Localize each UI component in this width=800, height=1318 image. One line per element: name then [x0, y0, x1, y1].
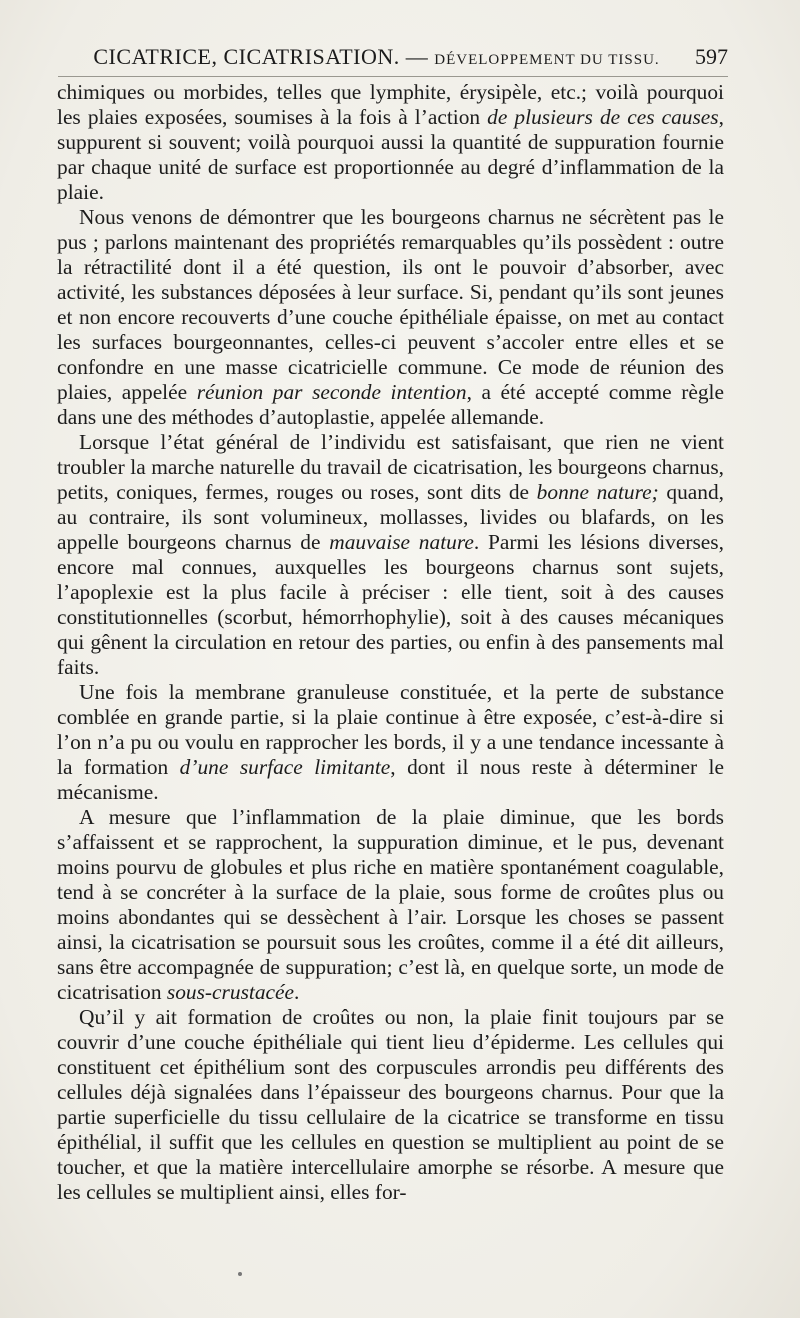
paragraph [57, 430, 724, 680]
running-title-sub: DÉVELOPPEMENT DU TISSU. [434, 52, 660, 68]
paragraph [57, 80, 724, 205]
running-title-separator: — [399, 44, 435, 69]
paragraph [57, 805, 724, 1005]
italic-text: d’une surface limitante [179, 755, 391, 779]
running-title [58, 44, 695, 70]
paragraph-text: . [294, 980, 300, 1004]
italic-text: de plusieurs de ces causes [487, 105, 719, 129]
paragraph-text: A mesure que l’inflammation de la plaie diminue, que les bords s’affaissent et se rapprochent, la suppuration diminue, et le pus, devenant moins pourvu de globules et plus riche en matière spontanément coagulable, tend à se concréter à la surface de la plaie, sous forme de croûtes plus ou moins abondantes qui se dessèchent à l’air. Lorsque les choses se passent ainsi, la cicatrisation se poursuit sous les croûtes, comme il a été dit ailleurs, sans être accompagnée de suppuration; c’est là, en quelque sorte, un mode de cicatrisation [57, 805, 724, 1004]
paragraph-text: , dont il nous reste à déterminer le mécanisme. [57, 755, 724, 804]
paragraph-text: Qu’il y ait formation de croûtes ou non, la plaie finit toujours par se couvrir d’une couche épithéliale qui tient lieu d’épiderme. Les cellules qui constituent cet épithélium sont des corpuscules arrondis peu différents des cellules déjà signalées dans l’épaisseur des bourgeons charnus. Pour que la partie superficielle du tissu cellulaire de la cicatrice se transforme en tissu épithélial, il suffit que les cellules en question se multiplient au point de se toucher, et que la matière intercellulaire amorphe se résorbe. A mesure que les cellules se multiplient ainsi, elles for- [57, 1005, 724, 1204]
paragraph-text: Une fois la membrane granuleuse constituée, et la perte de substance comblée en grande partie, si la plaie continue à être exposée, c’est-à-dire si l’on n’a pu ou voulu en rapprocher les bords, il y a une tendance incessante à la formation [57, 680, 724, 779]
paragraph-text: quand, au contraire, ils sont volumineux, mollasses, livides ou blafards, on les appelle bourgeons charnus de [57, 480, 724, 554]
ink-speck [238, 1272, 242, 1276]
paragraph-text: Nous venons de démontrer que les bourgeons charnus ne sécrètent pas le pus ; parlons maintenant des propriétés remarquables qu’ils possèdent : outre la rétractilité dont il a été question, ils ont le pouvoir d’absorber, avec activité, les substances déposées à leur surface. Si, pendant qu’ils sont jeunes et non encore recouverts d’une couche épithéliale épaisse, on met au contact les surfaces bourgeonnantes, celles-ci peuvent s’accoler entre elles et se confondre en une masse cicatricielle commune. Ce mode de réunion des plaies, appelée [57, 205, 724, 404]
paragraph-text: . Parmi les lésions diverses, encore mal connues, auxquelles les bourgeons charnus sont sujets, l’apoplexie est la plus facile à préciser : elle tient, soit à des causes constitutionnelles (scorbut, hémorrhophylie), soit à des causes mécaniques qui gênent la circulation en retour des parties, ou enfin à des pansements mal faits. [57, 530, 724, 679]
italic-text: réunion par seconde intention [196, 380, 467, 404]
paragraph [57, 680, 724, 805]
italic-text: sous-crustacée [166, 980, 295, 1004]
paragraph-text: , suppurent si souvent; voilà pourquoi aussi la quantité de suppuration fournie par chaque unité de surface est proportionnée au degré d’inflammation de la plaie. [57, 105, 724, 204]
italic-text: bonne nature; [536, 480, 659, 504]
running-title-main: CICATRICE, CICATRISATION. [93, 44, 400, 69]
running-header [58, 44, 728, 77]
italic-text: mauvaise nature [329, 530, 474, 554]
paragraph [57, 205, 724, 430]
body-text [57, 80, 724, 1205]
paragraph-text: , a été accepté comme règle dans une des méthodes d’autoplastie, appelée allemande. [57, 380, 724, 429]
page-number: 597 [695, 44, 728, 69]
paragraph-text: chimiques ou morbides, telles que lymphite, érysipèle, etc.; voilà pourquoi les plaies exposées, soumises à la fois à l’action [57, 80, 724, 129]
paragraph [57, 1005, 724, 1205]
paragraph-text: Lorsque l’état général de l’individu est satisfaisant, que rien ne vient troubler la marche naturelle du travail de cicatrisation, les bourgeons charnus, petits, coniques, fermes, rouges ou roses, sont dits de [57, 430, 724, 504]
